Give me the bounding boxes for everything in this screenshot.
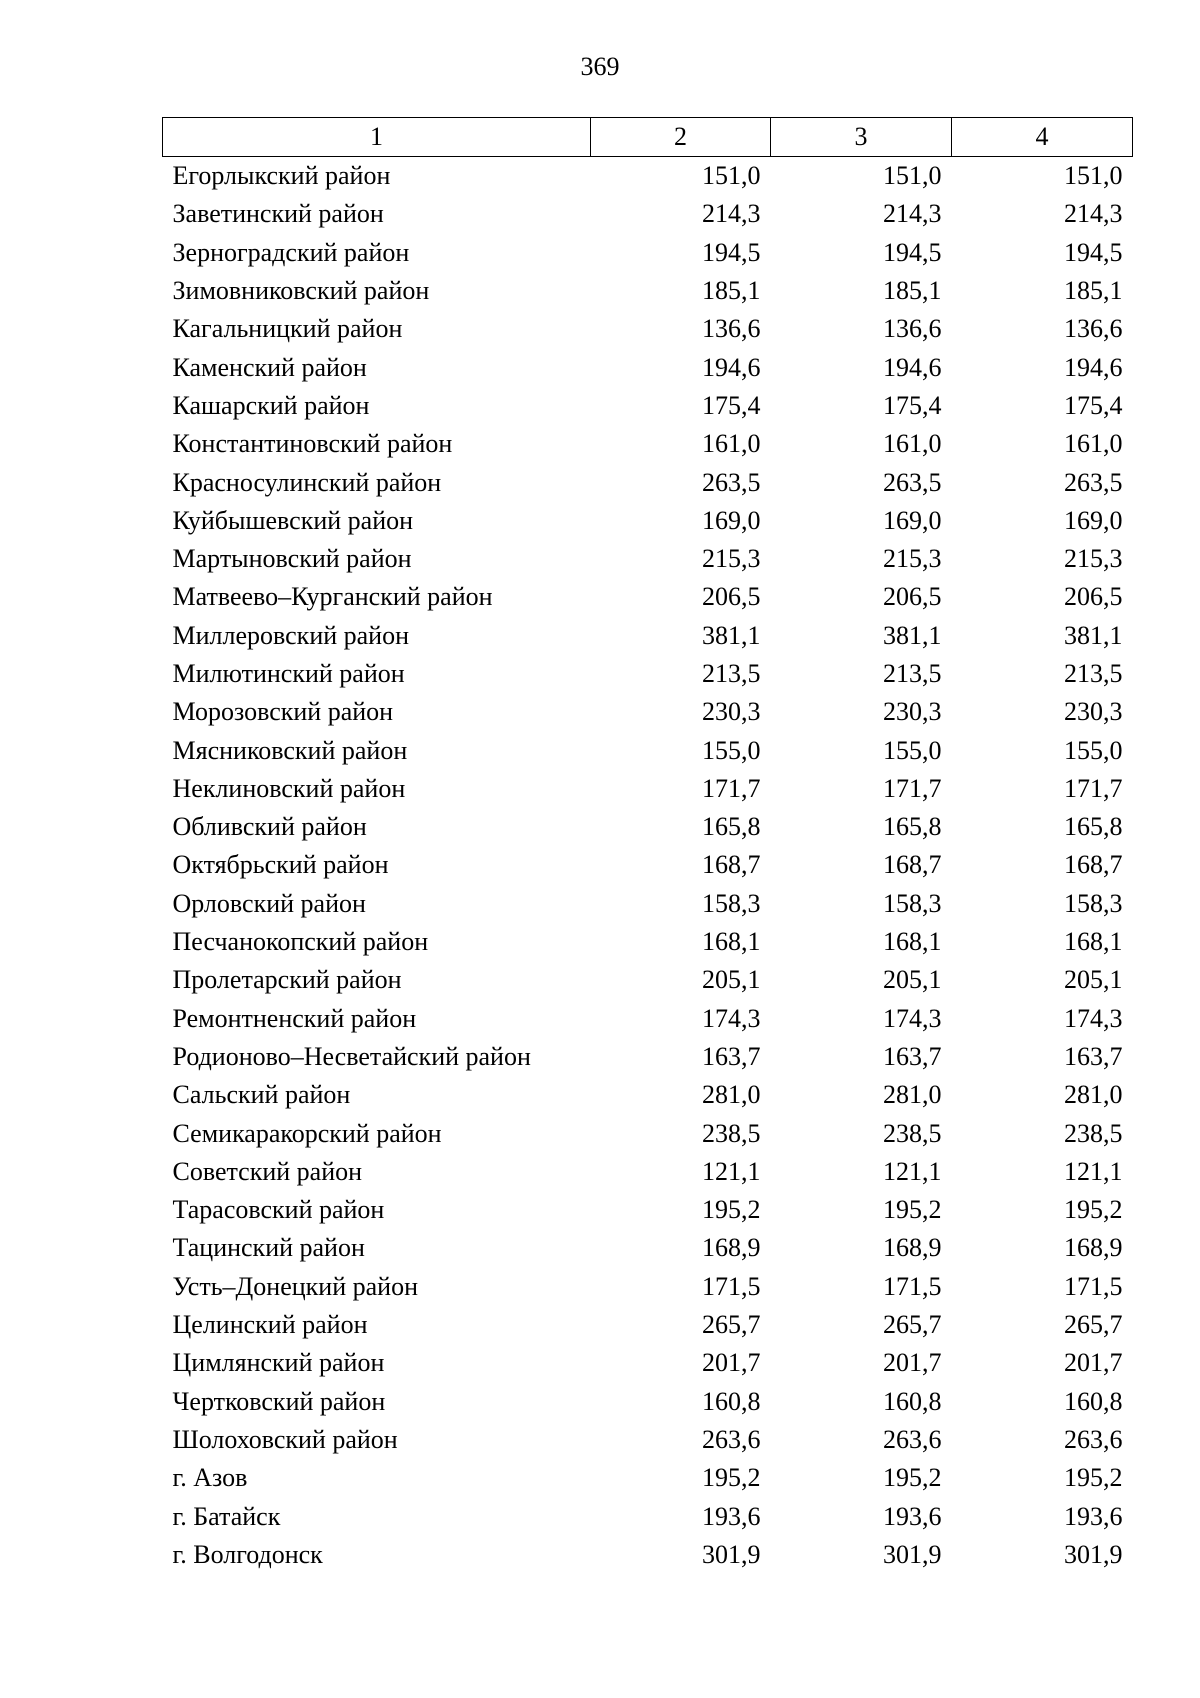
column-header-4: 4 [952,118,1133,157]
table-row [163,846,1133,884]
table-row [163,1000,1133,1038]
value-cell-col-3: 230,3 [883,697,942,727]
value-cell-col-4: 168,9 [1064,1233,1123,1263]
value-cell-col-2: 195,2 [702,1463,761,1493]
value-cell-col-4: 168,7 [1064,850,1123,880]
value-cell-col-3: 165,8 [883,812,942,842]
table-row [163,1459,1133,1497]
value-cell-col-4: 213,5 [1064,659,1123,688]
value-cell-col-4: 136,6 [1064,314,1123,344]
value-cell-col-3: 171,7 [883,773,942,803]
table-row [163,157,1133,196]
district-name-cell: Советский район [172,1156,363,1186]
table-row [163,502,1133,540]
value-cell-col-3: 155,0 [883,735,942,765]
value-cell-col-2: 163,7 [702,1041,761,1071]
value-cell-col-3: 168,1 [883,927,942,957]
value-cell-col-3: 168,7 [883,850,942,880]
district-name-cell: Октябрьский район [172,850,389,880]
table-row [163,1497,1133,1535]
value-cell-col-4: 281,0 [1064,1080,1123,1110]
table-row [163,617,1133,655]
value-cell-col-4: 155,0 [1064,735,1123,765]
value-cell-col-4: 206,5 [1064,582,1123,612]
table-row [163,234,1133,272]
value-cell-col-2: 121,1 [702,1156,761,1186]
value-cell-col-3: 263,6 [883,1424,942,1454]
table-row [163,1191,1133,1229]
value-cell-col-4: 158,3 [1064,888,1123,918]
table-header [163,118,1133,157]
header-row [163,118,1133,157]
value-cell-col-3: 205,1 [883,965,942,995]
district-name-cell: Чертковский район [172,1386,386,1416]
district-name-cell: Каменский район [172,352,367,382]
value-cell-col-3: 193,6 [883,1501,942,1531]
value-cell-col-3: 121,1 [883,1156,942,1186]
district-name-cell: г. Волгодонск [172,1539,323,1569]
table-row [163,693,1133,731]
district-name-cell: Кашарский район [172,390,370,420]
table-row [163,1344,1133,1382]
district-name-cell: Мартыновский район [172,544,412,574]
value-cell-col-2: 165,8 [702,812,761,842]
table-row [163,425,1133,463]
value-cell-col-4: 263,6 [1064,1424,1123,1454]
value-cell-col-2: 265,7 [702,1310,761,1340]
value-cell-col-3: 201,7 [883,1348,942,1378]
value-cell-col-3: 301,9 [883,1539,942,1569]
column-header-3: 3 [771,118,952,157]
district-name-cell: Шолоховский район [172,1424,398,1454]
district-name-cell: Матвеево–Курганский район [172,582,493,612]
district-name-cell: Кагальницкий район [172,314,403,344]
value-cell-col-2: 174,3 [702,1003,761,1033]
value-cell-col-4: 169,0 [1064,505,1123,535]
table-row [163,1268,1133,1306]
district-name-cell: Зимовниковский район [172,276,430,306]
district-name-cell: Песчанокопский район [172,927,429,957]
value-cell-col-4: 185,1 [1064,276,1123,306]
value-cell-col-2: 281,0 [702,1080,761,1110]
value-cell-col-4: 160,8 [1064,1386,1123,1416]
value-cell-col-3: 206,5 [883,582,942,612]
district-name-cell: Сальский район [172,1080,351,1110]
table-row [163,1229,1133,1267]
value-cell-col-3: 169,0 [883,505,942,535]
value-cell-col-2: 161,0 [702,429,761,459]
value-cell-col-4: 215,3 [1064,544,1123,574]
value-cell-col-4: 194,6 [1064,352,1123,382]
district-name-cell: Родионово–Несветайский район [172,1041,531,1071]
value-cell-col-3: 160,8 [883,1386,942,1416]
table-row [163,348,1133,386]
value-cell-col-2: 193,6 [702,1501,761,1531]
district-name-cell: Морозовский район [172,697,394,727]
table-row [163,770,1133,808]
value-cell-col-3: 238,5 [883,1118,942,1148]
value-cell-col-4: 171,7 [1064,773,1123,803]
value-cell-col-2: 171,5 [702,1271,761,1301]
district-name-cell: Семикаракорский район [172,1118,442,1148]
district-name-cell: Миллеровский район [172,620,410,650]
value-cell-col-2: 238,5 [702,1118,761,1148]
value-cell-col-4: 301,9 [1064,1539,1123,1569]
district-name-cell: Ремонтненский район [172,1003,417,1033]
value-cell-col-2: 213,5 [702,659,761,688]
value-cell-col-3: 265,7 [883,1310,942,1340]
value-cell-col-4: 195,2 [1064,1463,1123,1493]
table-row [163,387,1133,425]
district-name-cell: Усть–Донецкий район [172,1271,418,1301]
value-cell-col-4: 381,1 [1064,620,1123,650]
value-cell-col-2: 160,8 [702,1386,761,1416]
value-cell-col-2: 168,1 [702,927,761,957]
table-row [163,923,1133,961]
value-cell-col-4: 238,5 [1064,1118,1123,1148]
district-name-cell: Тацинский район [172,1233,365,1263]
value-cell-col-3: 158,3 [883,888,942,918]
value-cell-col-4: 161,0 [1064,429,1123,459]
table-row [163,1153,1133,1191]
value-cell-col-4: 163,7 [1064,1041,1123,1071]
value-cell-col-2: 194,6 [702,352,761,382]
value-cell-col-4: 265,7 [1064,1310,1123,1340]
district-name-cell: Заветинский район [172,199,384,229]
value-cell-col-2: 158,3 [702,888,761,918]
table-row [163,1536,1133,1574]
value-cell-col-4: 121,1 [1064,1156,1123,1186]
table-row [163,540,1133,578]
table-row [163,310,1133,348]
value-cell-col-4: 194,5 [1064,237,1123,267]
district-name-cell: Обливский район [172,812,367,842]
value-cell-col-2: 185,1 [702,276,761,306]
value-cell-col-3: 195,2 [883,1463,942,1493]
value-cell-col-2: 263,6 [702,1424,761,1454]
district-name-cell: Зерноградский район [172,237,410,267]
column-header-1: 1 [163,118,591,157]
district-name-cell: Куйбышевский район [172,505,414,535]
district-name-cell: Мясниковский район [172,735,408,765]
district-name-cell: г. Азов [172,1463,248,1493]
table-row [163,578,1133,616]
table-row [163,272,1133,310]
value-cell-col-2: 205,1 [702,965,761,995]
table-row [163,1038,1133,1076]
value-cell-col-3: 175,4 [883,390,942,420]
table-row [163,655,1133,693]
district-name-cell: Пролетарский район [172,965,402,995]
value-cell-col-3: 194,5 [883,237,942,267]
value-cell-col-2: 136,6 [702,314,761,344]
value-cell-col-4: 171,5 [1064,1271,1123,1301]
table-row [163,1114,1133,1152]
table-row [163,731,1133,769]
district-name-cell: Красносулинский район [172,467,442,497]
data-table [162,117,1133,1574]
value-cell-col-3: 194,6 [883,352,942,382]
value-cell-col-3: 263,5 [883,467,942,497]
value-cell-col-2: 263,5 [702,467,761,497]
value-cell-col-3: 163,7 [883,1041,942,1071]
column-header-2: 2 [591,118,771,157]
value-cell-col-4: 195,2 [1064,1195,1123,1225]
value-cell-col-3: 174,3 [883,1003,942,1033]
value-cell-col-3: 136,6 [883,314,942,344]
value-cell-col-2: 215,3 [702,544,761,574]
value-cell-col-3: 151,0 [883,161,942,191]
value-cell-col-3: 185,1 [883,276,942,306]
value-cell-col-3: 281,0 [883,1080,942,1110]
table-row [163,808,1133,846]
district-name-cell: Егорлыкский район [172,161,391,191]
value-cell-col-2: 168,9 [702,1233,761,1263]
value-cell-col-2: 206,5 [702,582,761,612]
district-name-cell: Неклиновский район [172,773,406,803]
value-cell-col-4: 168,1 [1064,927,1123,957]
table-row [163,1383,1133,1421]
district-name-cell: Константиновский район [172,429,453,459]
value-cell-col-2: 381,1 [702,620,761,650]
value-cell-col-3: 168,9 [883,1233,942,1263]
table-row [163,195,1133,233]
value-cell-col-3: 171,5 [883,1271,942,1301]
value-cell-col-2: 194,5 [702,237,761,267]
table-row [163,1076,1133,1114]
value-cell-col-3: 381,1 [883,620,942,650]
value-cell-col-3: 213,5 [883,659,942,688]
page-number: 369 [580,52,620,81]
value-cell-col-3: 161,0 [883,429,942,459]
value-cell-col-4: 230,3 [1064,697,1123,727]
value-cell-col-4: 205,1 [1064,965,1123,995]
value-cell-col-2: 175,4 [702,390,761,420]
value-cell-col-3: 215,3 [883,544,942,574]
value-cell-col-3: 195,2 [883,1195,942,1225]
value-cell-col-2: 155,0 [702,735,761,765]
value-cell-col-2: 214,3 [702,199,761,229]
table-row [163,961,1133,999]
value-cell-col-2: 168,7 [702,850,761,880]
value-cell-col-2: 195,2 [702,1195,761,1225]
value-cell-col-2: 151,0 [702,161,761,191]
district-name-cell: Цимлянский район [172,1348,385,1378]
table-row [163,885,1133,923]
value-cell-col-4: 151,0 [1064,161,1123,191]
value-cell-col-2: 169,0 [702,505,761,535]
value-cell-col-4: 175,4 [1064,390,1123,420]
district-name-cell: Милютинский район [172,659,405,688]
value-cell-col-2: 301,9 [702,1539,761,1569]
value-cell-col-4: 214,3 [1064,199,1123,229]
value-cell-col-3: 214,3 [883,199,942,229]
district-name-cell: г. Батайск [172,1501,281,1531]
value-cell-col-2: 201,7 [702,1348,761,1378]
table-row [163,1421,1133,1459]
table-body [163,157,1133,1574]
district-name-cell: Орловский район [172,888,366,918]
value-cell-col-4: 263,5 [1064,467,1123,497]
table-row [163,463,1133,501]
value-cell-col-4: 174,3 [1064,1003,1123,1033]
district-name-cell: Целинский район [172,1310,368,1340]
value-cell-col-2: 230,3 [702,697,761,727]
value-cell-col-2: 171,7 [702,773,761,803]
value-cell-col-4: 193,6 [1064,1501,1123,1531]
value-cell-col-4: 165,8 [1064,812,1123,842]
table-row [163,1306,1133,1344]
district-name-cell: Тарасовский район [172,1195,385,1225]
value-cell-col-4: 201,7 [1064,1348,1123,1378]
